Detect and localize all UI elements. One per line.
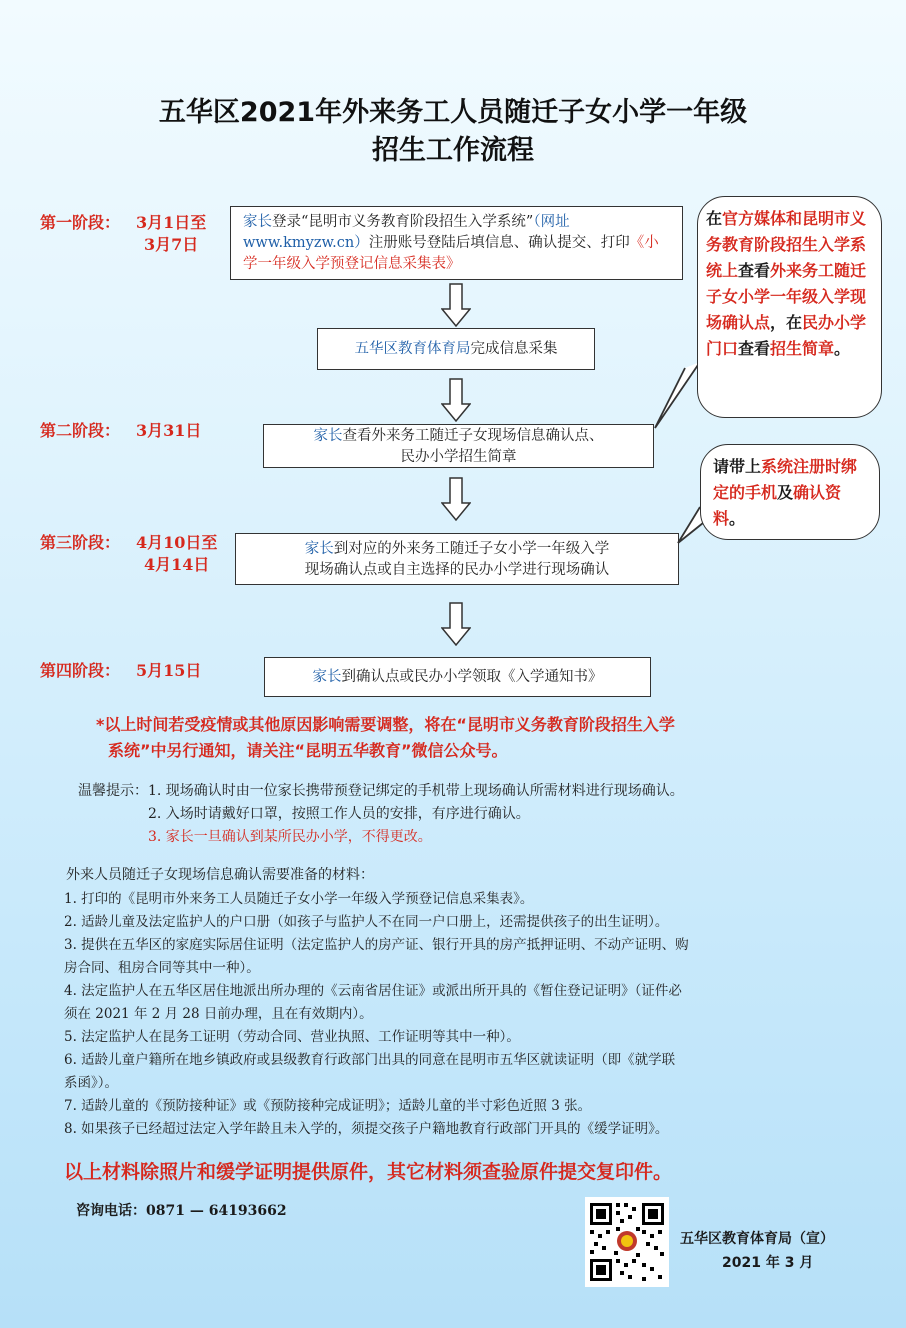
bubble-2-highlight: 系统注册时绑定的手机 [713,457,858,502]
stage-1-date: 3月1日至 [136,213,207,232]
step-4-text-a: 到对应的外来务工随迁子女小学一年级入学 [333,541,610,557]
step-1-box [230,206,683,280]
stage-2-label: 第二阶段： [40,421,121,440]
step-1-text-a: 登录“昆明市义务教育阶段招生入学系统” [272,214,534,230]
footer-org: 五华区教育体育局（宣） [680,1231,834,1247]
materials-list [64,888,874,1141]
arrow-down-icon [441,378,471,422]
step-1-who: 家长 [243,214,272,230]
arrow-down-icon [441,602,471,646]
tips-item-warning: 3. 家长一旦确认到某所民办小学，不得更改。 [148,829,432,845]
materials-item: 房合同、租房合同等其中一种）。 [64,960,260,976]
step-5-box [264,657,651,697]
materials-item: 7. 适龄儿童的《预防接种证》或《预防接种完成证明》；适龄儿童的半寸彩色近照 3 张。 [64,1098,592,1114]
step-3-box [263,424,654,468]
step-3-who: 家长 [313,428,343,444]
materials-final-note: 以上材料除照片和缓学证明提供原件，其它材料须查验原件提交复印件。 [64,1161,673,1183]
footer-date: 2021 年 3 月 [722,1255,814,1271]
stage-1-date-end: 3月7日 [144,235,199,254]
tips-item: 2. 入场时请戴好口罩，按照工作人员的安排，有序进行确认。 [148,806,530,822]
qr-code-icon [585,1197,669,1287]
materials-item: 须在 2021 年 2 月 28 日前办理，且在有效期内）。 [64,1006,373,1022]
tips-label: 温馨提示： [78,783,148,799]
step-5-who: 家长 [312,669,342,685]
materials-item: 5. 法定监护人在昆务工证明（劳动合同、营业执照、工作证明等其中一种）。 [64,1029,520,1045]
stage-3 [40,532,217,576]
bubble-1-text: 在 [706,209,723,228]
step-2-box [317,328,595,370]
bubble-2-highlight: 确认资料 [713,483,842,528]
stage-1-label: 第一阶段： [40,213,121,232]
stage-2 [40,420,201,442]
page-title: 五华区2021年外来务工人员随迁子女小学一年级 [158,97,748,128]
stage-3-date-end: 4月14日 [144,555,210,574]
materials-heading: 外来人员随迁子女现场信息确认需要准备的材料： [66,867,374,883]
tips-section [78,780,878,849]
callout-bubble-2 [700,444,880,540]
bubble-1-highlight: 民办小学门口 [706,313,867,358]
callout-bubble-1 [697,196,882,418]
bubble-1-text: 查看 [738,261,771,280]
stage-3-date: 4月10日至 [136,533,218,552]
arrow-down-icon [441,477,471,521]
bubble-1-highlight: 招生简章 [770,339,835,358]
step-5-text: 到确认点或民办小学领取《入学通知书》 [341,669,603,685]
bubble-2-text: 。 [729,509,746,528]
materials-item: 2. 适龄儿童及法定监护人的户口册（如孩子与监护人不在同一户口册上，还需提供孩子的出生证明）。 [64,914,669,930]
step-1-text-b: 注册账号登陆后填信息、确认提交、打印 [368,235,630,251]
step-2-who: 五华区教育体育局 [354,341,471,357]
stage-3-label: 第三阶段： [40,533,121,552]
bubble-2-text: 请带上 [713,457,762,476]
notice-line: *以上时间若受疫情或其他原因影响需要调整，将在“昆明市义务教育阶段招生入学 [96,715,675,734]
materials-item: 4. 法定监护人在五华区居住地派出所办理的《云南省居住证》或派出所开具的《暂住登记证明》（证件必 [64,983,682,999]
stage-1 [40,212,206,256]
bubble-1-text: 查看 [738,339,771,358]
step-4-box [235,533,679,585]
step-2-text: 完成信息采集 [470,341,558,357]
step-3-text-a: 查看外来务工随迁子女现场信息确认点、 [342,428,604,444]
bubble-1-text: ，在 [770,313,803,332]
materials-item: 系函》）。 [64,1075,118,1091]
stage-4 [40,660,201,682]
materials-item: 1. 打印的《昆明市外来务工人员随迁子女小学一年级入学预登记信息采集表》。 [64,891,534,907]
bubble-1-highlight: 外来务工随迁子女小学一年级入学现场确认点 [706,261,867,332]
schedule-notice [96,712,856,764]
notice-line: 系统”中另行通知，请关注“昆明五华教育”微信公众号。 [108,741,508,760]
page-subtitle: 招生工作流程 [372,135,534,166]
stage-4-date: 5月15日 [136,661,202,680]
stage-2-date: 3月31日 [136,421,202,440]
step-4-who: 家长 [304,541,334,557]
materials-item: 3. 提供在五华区的家庭实际居住证明（法定监护人的房产证、银行开具的房产抵押证明、不动产证明、购 [64,937,689,953]
step-1-url: （网址www.kmyzw.cn） [243,214,570,251]
step-3-text-b: 民办小学招生简章 [400,449,517,465]
step-1-form-name: 《小学一年级入学预登记信息采集表》 [243,235,659,272]
stage-4-label: 第四阶段： [40,661,121,680]
tips-item: 1. 现场确认时由一位家长携带预登记绑定的手机带上现场确认所需材料进行现场确认。 [148,783,684,799]
bubble-1-highlight: 官方媒体和昆明市义务教育阶段招生入学系统上 [706,209,867,280]
arrow-down-icon [441,283,471,327]
materials-item: 8. 如果孩子已经超过法定入学年龄且未入学的，须提交孩子户籍地教育行政部门开具的《缓学证明》。 [64,1121,669,1137]
step-4-text-b: 现场确认点或自主选择的民办小学进行现场确认 [304,562,610,578]
bubble-1-text: 。 [834,339,851,358]
bubble-2-text: 及 [777,483,794,502]
materials-item: 6. 适龄儿童户籍所在地乡镇政府或县级教育行政部门出具的同意在昆明市五华区就读证明（即《就学联 [64,1052,676,1068]
contact-phone: 咨询电话：0871 — 64193662 [76,1203,287,1219]
